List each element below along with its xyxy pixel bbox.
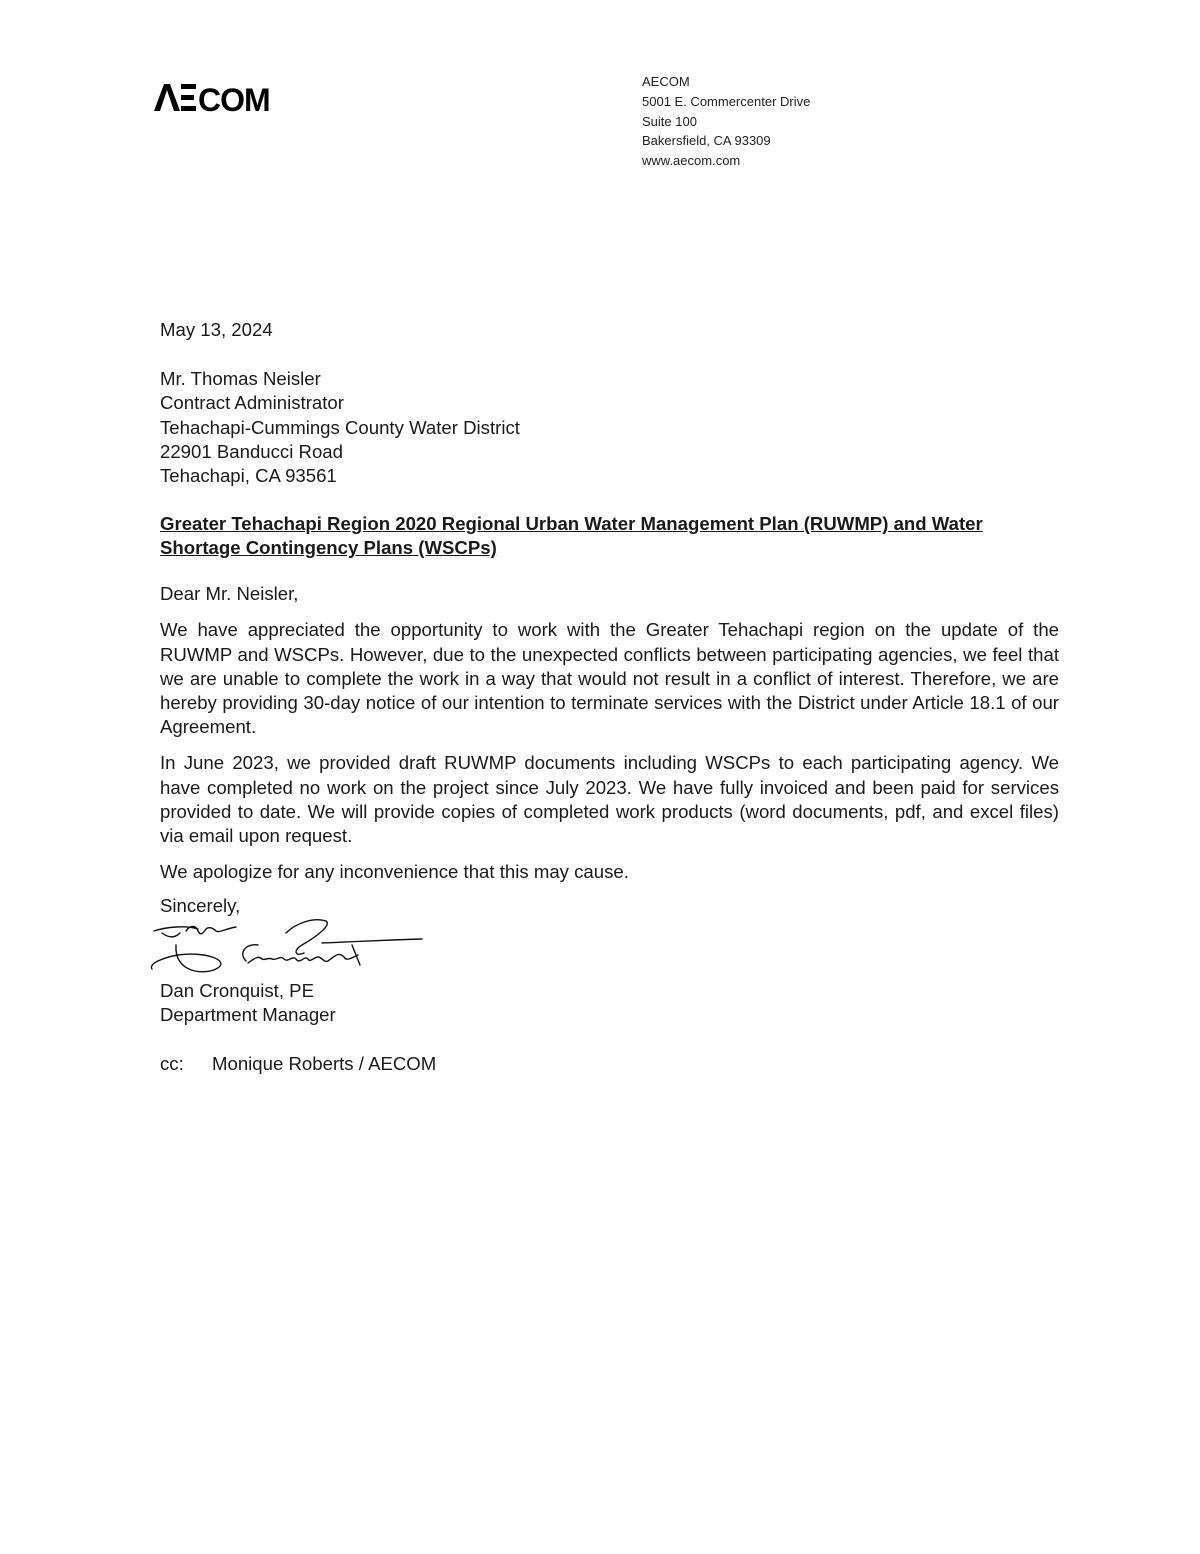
letter-date: May 13, 2024 <box>160 319 273 340</box>
salutation: Dear Mr. Neisler, <box>160 583 299 605</box>
signer-block <box>160 979 1059 1027</box>
body-paragraph: We have appreciated the opportunity to work with the Greater Tehachapi region on the update of the RUWMP and WSCPs. However, due to the unexpected conflicts between participating agencies, we feel that we are unable to complete the work in a way that would not result in a conflict of interest. Therefore, we are hereby providing 30-day notice of our intention to terminate services with the District under Article 18.1 of our Agreement. <box>160 619 1059 738</box>
aecom-logo <box>152 78 288 118</box>
cc-line <box>160 1052 1059 1076</box>
recipient-organization: Tehachapi-Cummings County Water District <box>160 416 520 438</box>
closing-line: We apologize for any inconvenience that this may cause. <box>160 861 629 883</box>
recipient-street: 22901 Banducci Road <box>160 440 343 462</box>
sender-address-line: Suite 100 <box>642 113 697 129</box>
recipient-title: Contract Administrator <box>160 392 344 414</box>
letter-subject: Greater Tehachapi Region 2020 Regional Urban Water Management Plan (RUWMP) and Water Shortage Contingency Plans (WSCPs) <box>160 513 983 559</box>
logo-letters-com: COM <box>198 82 270 118</box>
sender-address-line: 5001 E. Commercenter Drive <box>642 93 811 109</box>
body-paragraph: In June 2023, we provided draft RUWMP documents including WSCPs to each participating agency. We have completed no work on the project since July 2023. We have fully invoiced and been paid for services provided to date. We will provide copies of completed work products (word documents, pdf, and excel files) via email upon request. <box>160 752 1059 847</box>
sender-website: www.aecom.com <box>642 153 741 169</box>
handwritten-signature <box>146 915 426 981</box>
recipient-name: Mr. Thomas Neisler <box>160 368 321 390</box>
recipient-address <box>160 367 1059 488</box>
signer-title: Department Manager <box>160 1003 336 1025</box>
signer-name: Dan Cronquist, PE <box>160 979 314 1001</box>
sender-address <box>642 72 810 171</box>
cc-label: cc: <box>160 1053 184 1075</box>
sign-off: Sincerely, <box>160 895 241 917</box>
logo-letter-e-bottom <box>181 106 196 111</box>
logo-letter-a <box>154 84 180 111</box>
letter-body <box>160 318 1059 1076</box>
sender-address-line: AECOM <box>642 74 690 89</box>
logo-letter-e-top <box>181 84 196 89</box>
sender-address-line: Bakersfield, CA 93309 <box>642 133 771 149</box>
signature-area <box>160 919 1059 979</box>
recipient-city: Tehachapi, CA 93561 <box>160 465 337 487</box>
logo-letter-e-mid <box>181 95 194 100</box>
cc-recipient: Monique Roberts / AECOM <box>212 1053 437 1075</box>
